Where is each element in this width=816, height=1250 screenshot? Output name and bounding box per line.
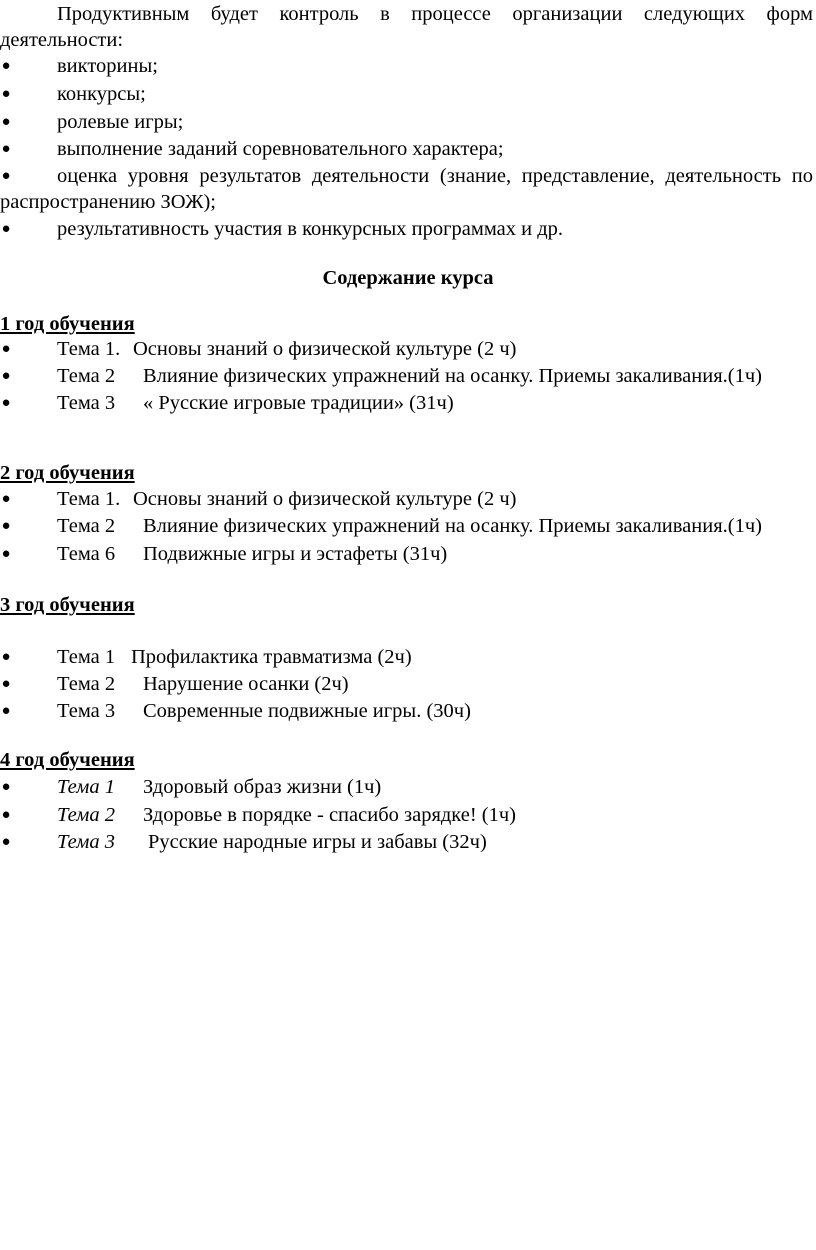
list-item [0,163,813,215]
bullet-icon [0,698,12,724]
topic-label: Тема 6 [57,543,116,565]
topic-item [0,774,816,801]
bullet-icon [0,390,12,416]
topic-label: Тема 2 [57,365,116,387]
topic-item [0,644,816,671]
topic-item [0,363,816,390]
topic-title: « Русские игровые традиции» (31ч) [143,392,454,414]
bullet-icon [0,81,12,107]
topic-item [0,513,816,540]
bullet-icon [0,363,12,389]
topic-label: Тема 3 [57,700,116,722]
list-item-text: результативность участия в конкурсных программах и др. [57,218,564,240]
list-item-text: викторины; [57,55,158,77]
topic-title: Здоровье в порядке - спасибо зарядке! (1ч) [143,804,517,826]
bullet-icon [0,671,12,697]
course-title: Содержание курса [322,267,494,289]
list-item [0,53,813,79]
bullet-icon [0,644,12,670]
topic-title: Русские народные игры и забавы (32ч) [148,831,487,853]
topic-item [0,802,816,829]
topic-title: Здоровый образ жизни (1ч) [143,776,382,798]
bullet-icon [0,136,12,162]
topic-item [0,390,816,417]
list-item-text: оценка уровня результатов деятельности (знание, представление, деятельность по распространению ЗОЖ); [0,165,813,213]
bullet-icon [0,774,12,800]
topic-label: Тема 2 [57,515,116,537]
intro-paragraph: Продуктивным будет контроль в процессе организации следующих форм деятельности: [0,3,813,51]
list-item-text: конкурсы; [57,83,146,105]
bullet-icon [0,802,12,828]
year-2-heading: 2 год обучения [0,462,135,484]
bullet-icon [0,513,12,539]
topic-title: Профилактика травматизма (2ч) [131,646,412,668]
topic-item [0,829,816,856]
topic-title: Современные подвижные игры. (30ч) [143,700,471,722]
year-4-heading: 4 год обучения [0,749,135,771]
topic-label: Тема 3 [57,831,115,853]
topic-title: Основы знаний о физической культуре (2 ч) [133,488,517,510]
list-item [0,81,813,107]
list-item-text: выполнение заданий соревновательного характера; [57,138,504,160]
topic-title: Влияние физических упражнений на осанку. Приемы закаливания.(1ч) [143,365,762,387]
year-1-heading: 1 год обучения [0,313,135,335]
topic-item [0,698,816,725]
bullet-icon [0,541,12,567]
topic-label: Тема 2 [57,804,115,826]
list-item [0,216,813,242]
list-item [0,136,813,162]
topic-item [0,336,816,363]
topic-item [0,486,816,513]
year-3-heading: 3 год обучения [0,594,135,616]
bullet-icon [0,53,12,79]
bullet-icon [0,336,12,362]
bullet-icon [0,486,12,512]
topic-label: Тема 1. [57,488,121,510]
topic-title: Нарушение осанки (2ч) [143,673,349,695]
topic-title: Влияние физических упражнений на осанку. Приемы закаливания.(1ч) [143,515,762,537]
topic-label: Тема 3 [57,392,116,414]
topic-label: Тема 2 [57,673,116,695]
topic-label: Тема 1. [57,338,121,360]
topic-item [0,671,816,698]
topic-item [0,541,816,568]
bullet-icon [0,829,12,855]
topic-label: Тема 1 [57,646,116,668]
list-item [0,109,813,135]
topic-label: Тема 1 [57,776,115,798]
bullet-icon [0,109,12,135]
list-item-text: ролевые игры; [57,111,184,133]
topic-title: Подвижные игры и эстафеты (31ч) [143,543,448,565]
bullet-icon [0,216,12,242]
topic-title: Основы знаний о физической культуре (2 ч) [133,338,517,360]
